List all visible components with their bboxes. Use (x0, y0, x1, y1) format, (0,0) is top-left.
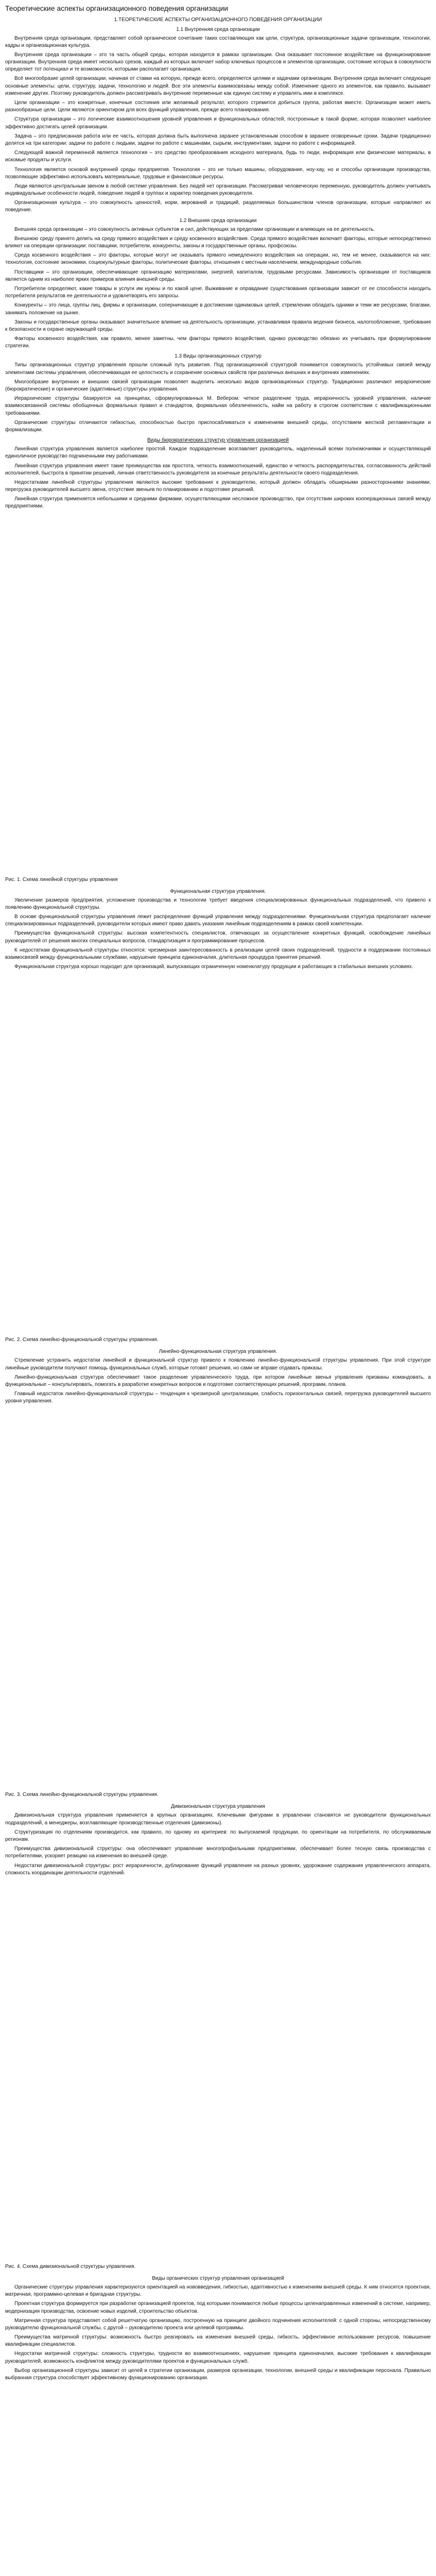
paragraph: В основе функциональной структуры управления лежит распределение функций управления между подразделениями. Функциональная структура предполагает наличие специализированных подразделений, руководители которых имеют право давать указания линейным подразделениям в рамках своей компетенции. (5, 914, 431, 927)
section-heading: 1.3 Виды организационных структур (175, 353, 261, 360)
paragraph: Преимущества функциональной структуры: высокая компетентность специалистов, отвечающих за осуществление конкретных функций, освобождение линейных руководителей от решения многих специальных вопросов, стандартизация и программирование процессов. (5, 930, 431, 944)
paragraph: Среда косвенного воздействия – это факторы, которые могут не оказывать прямого немедленного воздействия на операции, но, тем не менее, сказываются на них: технология, состояние экономики, социокультурные факторы, политические факторы, отношения с местным населением, международные события. (5, 252, 431, 266)
paragraph: Цели организации – это конкретные, конечные состояния или желаемый результат, которого стремится добиться группа, работая вместе. Организация может иметь разнообразные цели. Цели являются ориентиром для всех функций управления, прежде всего планирования. (5, 100, 431, 113)
paragraph: Линейная структура управления является наиболее простой. Каждое подразделение возглавляет руководитель, наделенный всеми полномочиями и осуществляющий единоличное руководство подчиненными ему работниками. (5, 446, 431, 460)
paragraph: Потребители определяют, какие товары и услуги им нужны и по какой цене. Выживание и оправдание существования организации зависит от ее способности находить потребителя результатов ее деятельности и удовлетворять его запросы. (5, 285, 431, 299)
paragraph: Законы и государственные органы оказывают значительное влияние на деятельность организации, устанавливая правила ведения бизнеса, налогообложение, требования к безопасности и охране окружающей среды. (5, 319, 431, 332)
paragraph: Внутренняя среда организации, представляет собой органическое сочетание таких составляющих как цели, структура, организационные задачи организации, технологии, кадры и организационная культура. (5, 35, 431, 48)
figure-placeholder (5, 973, 431, 1333)
paragraph: Недостатками линейной структуры управления являются высокие требования к руководителю, который должен обладать обширными разносторонними знаниями, перегрузка руководителей высшего звена, отсутствие звеньев по планированию и подготовке решений. (5, 479, 431, 493)
paragraph: Линейная структура применяется небольшими и средними фирмами, осуществляющими несложное производство, при отсутствии широких кооперационных связей между предприятиями. (5, 496, 431, 510)
paragraph: Факторы косвенного воздействия, как правило, менее заметны, чем факторы прямого воздействия, однако руководство обязано их учитывать при формулировании стратегии. (5, 336, 431, 349)
paragraph: Поставщики – это организации, обеспечивающие организацию материалами, энергией, капиталом, трудовыми ресурсами. Зависимость организации от поставщиков является одним из наиболее ярких примеров влияния внешней среды. (5, 269, 431, 282)
paragraph: Люди являются центральным звеном в любой системе управления. Без людей нет организации. Рассматривая человеческую переменную, руководитель должен учитывать индивидуальные особенности людей, поведение людей в группах и характер поведения руководителя. (5, 183, 431, 197)
paragraph: К недостаткам функциональной структуры относятся: чрезмерная заинтересованность в реализации целей своих подразделений, трудности в поддержании постоянных взаимосвязей между функциональными службами, нарушение принципа единоначалия, длительная процедура принятия решений. (5, 947, 431, 960)
paragraph: Организационная культура – это совокупность ценностей, норм, верований и традиций, разделяемых большинством членов организации, которые направляют их поведение. (5, 200, 431, 213)
paragraph: Матричная структура представляет собой решетчатую организацию, построенную на принципе двойного подчинения исполнителей: с одной стороны, непосредственному руководителю функциональной службы, с другой – руководителю проекта или целевой программы. (5, 2317, 431, 2331)
paragraph: Дивизиональная структура управления применяется в крупных организациях. Ключевыми фигурами в управлении становятся не руководители функциональных подразделений, а менеджеры, возглавляющие производственные отделения (дивизионы). (5, 1812, 431, 1826)
section-heading: 1.2 Внешняя среда организации (179, 217, 257, 224)
page-title: Теоретические аспекты организационного поведения организации (5, 4, 229, 12)
subsection-heading: Функциональная структура управления. (170, 888, 266, 894)
paragraph: Выбор организационной структуры зависит от целей и стратегии организации, размеров организации, технологии, внешней среды и квалификации персонала. Правильно выбранная структура способствует эффективному функционированию организации. (5, 2367, 431, 2381)
section-heading: 1.1 Внутренняя среда организации (176, 26, 260, 32)
figure-caption: Рис. 3. Схема линейно-функциональной структуры управления. (5, 1792, 159, 1798)
paragraph: Функциональная структура хорошо подходит для организаций, выпускающих ограниченную номенклатуру продукции и работающих в стабильных внешних условиях. (14, 964, 413, 970)
paragraph: Задача – это предписанная работа или ее часть, которая должна быть выполнена заранее установленным способом в заранее оговоренные сроки. Задачи традиционно делятся на три категории: задачи по работе с людьми, задачи по работе с машинами, сырьем, инструментами, задачи по работе с информацией. (5, 133, 431, 146)
paragraph: Многообразие внутренних и внешних связей организации позволяет выделить несколько видов организационных структур. Традиционно различают иерархические (бюрократические) и органические (адаптивные) структуры управления. (5, 379, 431, 392)
subsection-heading: Дивизиональная структура управления (171, 1804, 265, 1810)
paragraph: Преимущества матричной структуры: возможность быстро реагировать на изменения внешней среды, гибкость, эффективное использование ресурсов, повышение квалификации специалистов. (5, 2334, 431, 2348)
paragraph: Внешнюю среду принято делить на среду прямого воздействия и среду косвенного воздействия. Среда прямого воздействия включает факторы, которые непосредственно влияют на операции организации: поставщики, потребители, конкуренты, законы и государственные органы, профсоюзы. (5, 235, 431, 249)
paragraph: Органические структуры управления характеризуются ориентацией на нововведения, гибкостью, адаптивностью к изменениям внешней среды. К ним относятся проектная, матричная, программно-целевая и бригадная структуры. (5, 2284, 431, 2298)
paragraph: Типы организационных структур управления прошли сложный путь развития. Под организационной структурой понимается совокупность устойчивых связей между элементами системы управления, обеспечивающая ее целостность и сохранение основных свойств при различных внешних и внутренних изменениях. (5, 362, 431, 376)
figure-placeholder (5, 1407, 431, 1788)
paragraph: Следующей важной переменной является технология – это средство преобразования исходного материала, будь то люди, информация или физические материалы, в искомые продукты и услуги. (5, 150, 431, 163)
subsection-heading: Линейно-функциональная структура управления. (159, 1349, 277, 1355)
figure-placeholder (5, 2384, 431, 2576)
paragraph: Линейная структура управления имеет такие преимущества как простота, четкость взаимоотношений, единство и четкость распорядительства, согласованность действий исполнителей, быстрота в принятии решений, личная ответственность руководителя за конечные результаты деятельности своего подразделения. (5, 463, 431, 476)
figure-caption: Рис. 1. Схема линейной структуры управления (5, 876, 118, 883)
paragraph: Преимущества дивизиональной структуры: она обеспечивает управление многопрофильными предприятиями, обеспечивает более тесную связь производства с потребителями, ускоряет реакцию на изменения во внешней среде. (5, 1846, 431, 1859)
paragraph: Внутренняя среда организации – это та часть общей среды, которая находится в рамках организации. Она оказывает постоянное воздействие на функционирование организации. Внутренняя среда имеет несколько срезов, каждый из которых включает набор ключевых процессов и элементов организации, состояние которых в совокупности определяет тот потенциал и те возможности, которыми располагает организация. (5, 52, 431, 73)
paragraph: Недостатки дивизиональной структуры: рост иерархичности, дублирование функций управления на разных уровнях, удорожание содержания управленческого аппарата, сложность координации деятельности отделений. (5, 1862, 431, 1876)
paragraph: Линейно-функциональная структура обеспечивает такое разделение управленческого труда, при котором линейные звенья управления призваны командовать, а функциональные – консультировать, помогать в разработке конкретных вопросов и подготовке соответствующих решений, программ, планов. (5, 1374, 431, 1387)
paragraph: Всё многообразие целей организации, начиная от ставки на которую, прежде всего, определяется целями и задачами организации. Внутренняя среда включает следующие основные элементы: цели, структуру, задачи, технологию и людей. Все эти элементы взаимосвязаны между собой. Изменение одного из элементов, как правило, вызывает изменение других. Поэтому руководитель должен рассматривать внутренние переменные как единую систему и управлять ими в комплексе. (5, 76, 431, 96)
figure-placeholder (5, 1879, 431, 2260)
chapter-heading: 1.ТЕОРЕТИЧЕСКИЕ АСПЕКТЫ ОРГАНИЗАЦИОННОГО ПОВЕДЕНИЯ ОРГАНИЗАЦИИ (114, 16, 322, 23)
paragraph: Главный недостаток линейно-функциональной структуры – тенденция к чрезмерной централизации, слабость горизонтальных связей, перегрузка руководителей высшего уровня управления. (5, 1391, 431, 1404)
paragraph: Конкуренты – это лица, группы лиц, фирмы и организации, соперничающие в достижении одинаковых целей, стремлении обладать одними и теми же ресурсами, благами, занимать положение на рынке. (5, 302, 431, 316)
figure-placeholder (5, 513, 431, 873)
paragraph: Структуризация по отделениям производится, как правило, по одному из критериев: по выпускаемой продукции, по ориентации на потребителя, по обслуживаемым регионам. (5, 1829, 431, 1842)
paragraph: Органические структуры отличаются гибкостью, способностью быстро приспосабливаться к изменениям внешней среды, отсутствием жесткой регламентации и формализации. (5, 419, 431, 433)
figure-caption: Рис. 2. Схема линейно-функциональной структуры управления. (5, 1337, 159, 1343)
figure-caption: Рис. 4. Схема дивизиональной структуры управления. (5, 2263, 136, 2269)
paragraph: Увеличение размеров предприятия, усложнение производства и технологии требует введения специализированных функциональных подразделений, что привело к появлению функциональной структуры. (5, 897, 431, 910)
paragraph: Стремление устранить недостатки линейной и функциональной структур привело к появлению линейно-функциональной структуры управления. При этой структуре линейные руководители получают помощь функциональных служб, которые готовят решения, но сами не вправе отдавать приказы. (5, 1358, 431, 1371)
paragraph: Иерархические структуры базируются на принципах, сформулированных М. Вебером: четкое разделение труда, иерархичность уровней управления, наличие взаимосвязанной системы обобщенных формальных правил и стандартов, формальная обезличенность, найм на работу в строгом соответствии с квалификационными требованиями. (5, 396, 431, 416)
paragraph: Проектная структура формируется при разработке организацией проектов, под которыми понимаются любые процессы целенаправленных изменений в системе, например, модернизация производства, освоение новых изделий, строительство объектов. (5, 2301, 431, 2314)
paragraph: Внешняя среда организации – это совокупность активных субъектов и сил, действующих за пределами организации и влияющих на ее деятельность. (14, 226, 375, 232)
subsection-heading: Виды бюрократических структур управления организацией (147, 437, 289, 444)
paragraph: Технология является основой внутренней среды предприятия. Технология – это не только машины, оборудование, ноу-хау, но и способы организации производства, позволяющие эффективно использовать материальные, трудовые и финансовые ресурсы. (5, 166, 431, 180)
paragraph: Недостатки матричной структуры: сложность структуры, трудности во взаимоотношениях, нарушение принципа единоначалия, высокие требования к квалификации руководителей, возможность конфликтов между руководителями проектов и функциональных служб. (5, 2351, 431, 2364)
paragraph: Структура организации – это логические взаимоотношения уровней управления и функциональных областей, построенные в такой форме, которая позволяет наиболее эффективно достигать целей организации. (5, 116, 431, 130)
subsection-heading: Виды органических структур управления организацией (152, 2275, 284, 2281)
